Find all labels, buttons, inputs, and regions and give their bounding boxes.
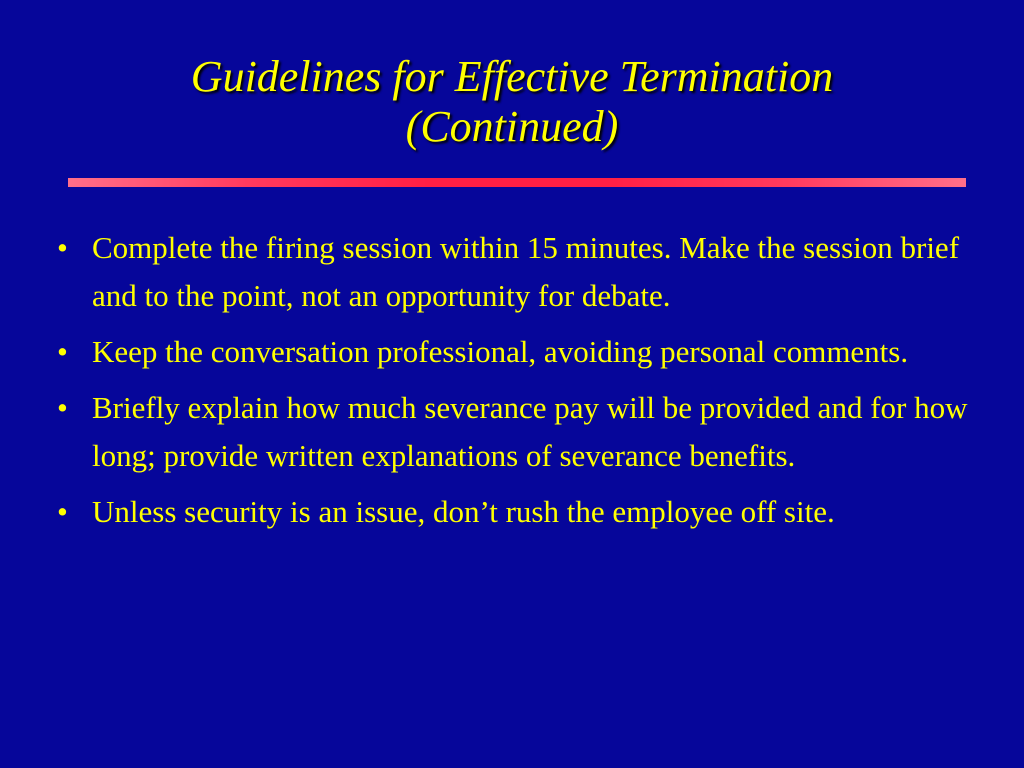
slide-title [60, 52, 964, 152]
title-divider [68, 178, 966, 187]
bullet-marker: • [57, 390, 68, 425]
bullet-item-session-time [55, 224, 980, 320]
bullet-text: Briefly explain how much severance pay will be provided and for how long; provide written explanations of severance benefits. [92, 390, 968, 473]
bullet-item-security-offsite [55, 488, 980, 536]
bullet-marker: • [57, 494, 68, 529]
bullet-text: Keep the conversation professional, avoiding personal comments. [92, 334, 909, 369]
bullet-item-professional-conversation [55, 328, 980, 376]
bullet-marker: • [57, 230, 68, 265]
bullet-marker: • [57, 334, 68, 369]
bullet-text: Unless security is an issue, don’t rush the employee off site. [92, 494, 835, 529]
bullet-text: Complete the firing session within 15 minutes. Make the session brief and to the point, not an opportunity for debate. [92, 230, 960, 313]
bullet-item-severance-explanation [55, 384, 980, 480]
bullet-list [55, 224, 980, 544]
slide-title-line-1: Guidelines for Effective Termination [190, 52, 834, 101]
slide-title-line-2: (Continued) [405, 102, 619, 151]
